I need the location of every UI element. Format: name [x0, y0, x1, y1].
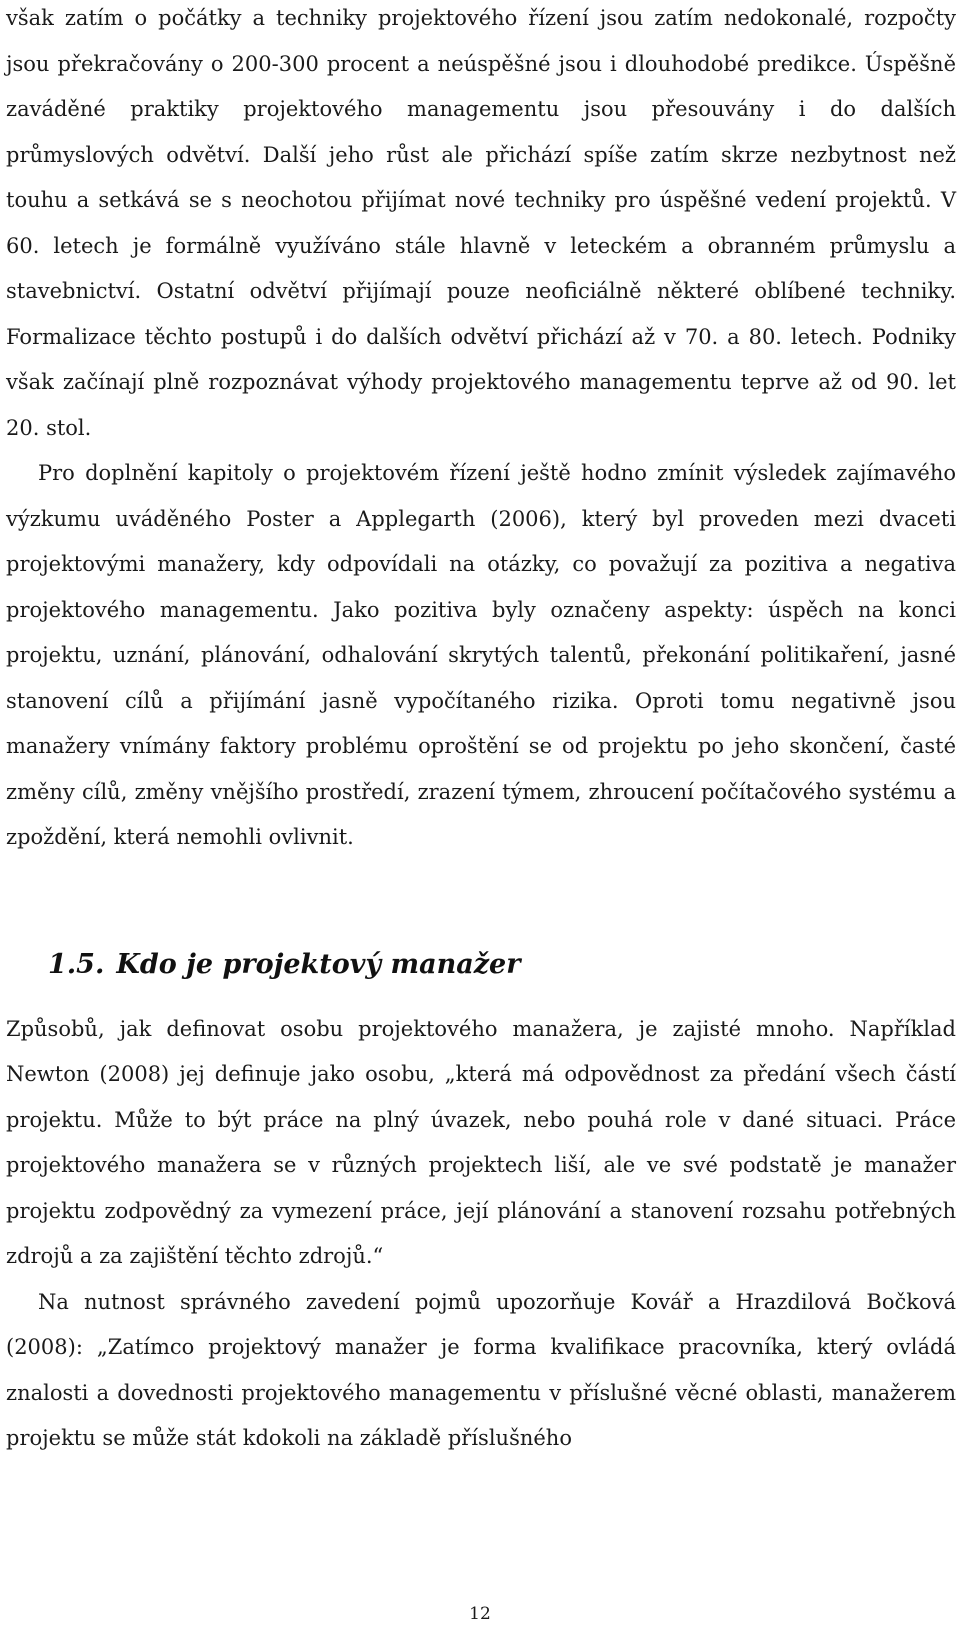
paragraph-terminology: Na nutnost správného zavedení pojmů upozorňuje Kovář a Hrazdilová Bočková (2008): „Zatímco projektový manažer je forma kvalifikace pracovníka, který ovládá znalosti a dovednosti projektového managementu v příslušné věcné oblasti, manažerem projektu se může stát kdokoli na základě příslušného [6, 1289, 956, 1450]
page-number: 12 [469, 1604, 491, 1624]
paragraph-research-findings: Pro doplnění kapitoly o projektovém řízení ještě hodno zmínit výsledek zajímavého výzkumu uváděného Poster a Applegarth (2006), který byl proveden mezi dvaceti projektovými manažery, kdy odpovídali na otázky, co považují za pozitiva a negativa projektového managementu. Jako pozitiva byly označeny aspekty: úspěch na konci projektu, uznání, plánování, odhalování skrytých talentů, překonání politikaření, jasné stanovení cílů a přijímání jasně vypočítaného rizika. Oproti tomu negativně jsou manažery vnímány faktory problému oproštění se od projektu po jeho skončení, časté změny cílů, změny vnějšího prostředí, zrazení týmem, zhroucení počítačového systému a zpoždění, která nemohli ovlivnit. [6, 461, 956, 849]
section-title: Kdo je projektový manažer [116, 948, 521, 980]
document-page [6, 0, 956, 1462]
section-heading [48, 947, 956, 983]
section-number: 1.5. [48, 948, 105, 980]
paragraph-history-continued: však zatím o počátky a techniky projektového řízení jsou zatím nedokonalé, rozpočty jsou překračovány o 200-300 procent a neúspěšné jsou i dlouhodobé predikce. Úspěšně zaváděné praktiky projektového managementu jsou přesouvány i do dalších průmyslových odvětví. Další jeho růst ale přichází spíše zatím skrze nezbytnost než touhu a setkává se s neochotou přijímat nové techniky pro úspěšné vedení projektů. V 60. letech je formálně využíváno stále hlavně v leteckém a obranném průmyslu a stavebnictví. Ostatní odvětví přijímají pouze neoficiálně některé oblíbené techniky. Formalizace těchto postupů i do dalších odvětví přichází až v 70. a 80. letech. Podniky však začínají plně rozpoznávat výhody projektového managementu teprve až od 90. let 20. stol. [6, 6, 956, 440]
paragraph-manager-definition: Způsobů, jak definovat osobu projektového manažera, je zajisté mnoho. Například Newton (2008) jej definuje jako osobu, „která má odpovědnost za předání všech částí projektu. Může to být práce na plný úvazek, nebo pouhá role v dané situaci. Práce projektového manažera se v různých projektech liší, ale ve své podstatě je manažer projektu zodpovědný za vymezení práce, její plánování a stanovení rozsahu potřebných zdrojů a za zajištění těchto zdrojů.“ [6, 1016, 956, 1268]
